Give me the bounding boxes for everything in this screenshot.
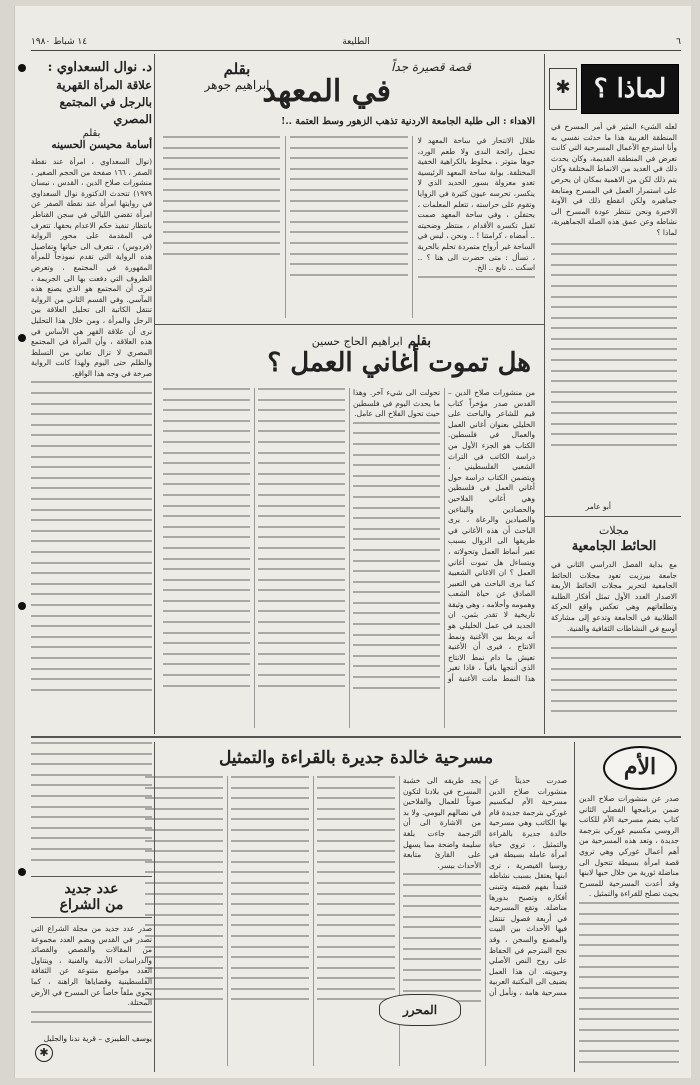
publication-name: الطليعة <box>342 37 370 47</box>
story-author: ابراهيم جوهر <box>204 78 270 92</box>
nawal-subtitle: علاقة المرأة القهرية بالرجل في المجتمع المصري <box>56 78 152 126</box>
nawal-body: (نوال السعداوي ، امرأة عند نقطة الصفر ، ١٦٦ صفحة من الحجم الصغير ، منشورات صلاح الدين ، القدس ، نيسان ١٩٧٩) تتحدث الدكتورة نوال السعداوي في روايتها امرأة عند نقطة الصفر عن امرأة تقضي الليالي في سجن القناطر بانتظار تنفيذ حكم الاعدام بحقها. تتعرف في المقدمة على محور الرواية (فردوس) ، نتعرف الى حياتها وتفاصيل هذه الرواية التي تقدم نموذجاً للمرأة المقهورة في المجتمع ، وتعرض الظروف التي دفعت بها الى الجريمة ، لنرى أن المجتمع هو الذي يصنع هذه المآسي. وفي القسم الثاني من الرواية تنتقل الكاتبة الى تحليل العلاقة بين الرجل والمرأة ، ومن خلال هذا التحليل نرى أن علاقة القهر هي الأساس في هذه العلاقة ، وأن المرأة في المجتمع المصري لا تزال تعاني من التسلط والظلم حتى اليوم ولهذا كانت الرواية صرخة في وجه هذا الواقع. <box>31 157 152 717</box>
songs-author: ابراهيم الحاج حسين <box>311 335 403 348</box>
songs-title: هل تموت أغاني العمل ؟ <box>267 348 531 378</box>
page-number: ٦ <box>676 37 681 47</box>
story-byline-label: بقلم <box>223 60 251 78</box>
songs-body: من منشورات صلاح الدين – القدس صدر مؤخراً كتاب قيم للشاعر والباحث على الخليلي بعنوان أغاني العمل والعمال في فلسطين. الكتاب هو الجزء الأول من دراسة الكاتب في التراث الشعبي الفلسطيني ، ويتضمن الكتاب دراسة حول أغاني العمل في فلسطين وهي أغاني الفلاحين والحصادين والبناءين والصيادين والرعاة ، يرى الباحث أن هذه الأغاني في طريقها الى الزوال بسبب تغير أنماط العمل وتحولاته ، ويتساءل هل تموت أغاني العمل ؟ ان الاغاني الشعبية كما يرى الباحث هي التعبير الصادق عن حياة الشعب وهمومه وأحلامه ، وهي وثيقة تاريخية لا تقدر بثمن. ان الجديد في عمل الخليلي هو أنه يربط بين الأغنية ونمط الانتاج ، فيرى أن الأغنية تعيش ما دام نمط الانتاج الذي أنتجها باقياً ، فاذا تغير هذا النمط ماتت الأغنية أو تحولت الى شيء آخر. وهذا ما يحدث اليوم في فلسطين حيث تحول الفلاح الى عامل. <box>163 388 535 728</box>
wall-title: الحائط الجامعية <box>571 539 657 554</box>
nawal-byline-label: بقلم <box>82 128 101 139</box>
column-divider <box>154 54 155 734</box>
section-divider <box>154 324 545 325</box>
star-ornament-icon: ✱ <box>35 1044 53 1062</box>
masrahiya-signature: المحرر <box>379 994 461 1026</box>
masrahiya-article <box>141 742 571 1072</box>
wall-kicker: مجلات <box>599 524 629 537</box>
newspaper-page <box>14 6 691 1078</box>
new-issue-signature: يوسف الطيبزي – قرية ندنا والجليل <box>43 1034 152 1043</box>
matha-signature: أبو عامر <box>585 502 611 511</box>
matha-article <box>547 54 681 514</box>
masrahiya-body: صدرت حديثاً عن منشورات صلاح الدين مسرحية الأم لمكسيم غوركي بترجمة جديدة قام بها الكاتب وهي مسرحية خالدة جديرة بالقراءة والتمثيل ، تروي حياة امرأة عاملة بسيطة في روسيا القيصرية ، ترى ابنها يعتقل بسبب نشاطه فتبدأ بفهم قضيته وتتبنى أفكاره وتصبح بدورها مناضلة. وتقع المسرحية في أربعة فصول تنتقل فيها الأحداث بين البيت والمصنع والسجن ، وقد نجح المترجم في الحفاظ على روح النص الأصلي وحيويته. ان هذا العمل يضيف الى المكتبة العربية مسرحية هامة ، ونأمل أن يجد طريقه الى خشبة المسرح في بلادنا لتكون صوتاً للعمال والفلاحين في نضالهم اليومي. ولا بد من الاشارة الى أن الترجمة جاءت بلغة سليمة واضحة مما يسهل على القارئ متابعة الأحداث بيسر. <box>145 776 567 1066</box>
section-divider <box>545 516 681 517</box>
decorative-box: ✱ <box>549 68 577 110</box>
matha-body: لعله الشيء المثير في أمر المسرح في المنطقة الغربية هذا ما حدثت نفسي به وأنا استرجع الأعمال المسرحية التي كانت تعرض في المنطقة القديمة، وكان يحدث ذلك في العديد من الانماط المختلفة وكان يتم ذلك لكن من الاهمية بمكان ان يحرص على استمرار العمل في المسرح ومتابعة جماهيره ولكن انقطع ذلك في الآونة الاخيرة ونحن ننتظر عودة المسرح الى نشاطه وعن عمق هذه الصلة الجماهيرية، لماذا ؟ <box>551 122 677 490</box>
new-issue-intro <box>31 742 152 872</box>
issue-date: ١٤ شباط ١٩٨٠ <box>31 37 88 47</box>
story-dedication: الاهداء : الى طلبة الجامعة الاردنية تذهب الزهور وسط العتمة ..! <box>281 116 535 127</box>
story-kicker: قصة قصيرة جداً <box>391 60 471 74</box>
wall-magazines-article <box>547 524 681 732</box>
songs-byline-label: بقلم <box>407 334 431 349</box>
nawal-title: د. نوال السعداوي : <box>47 60 152 75</box>
story-body: طلال الانتحار في ساحة المعهد لا تحمل رائحة الندى ولا طعم الورد، جوها متوتر ، مخلوط بالكراهية الخفية المختلفة. بوابة ساحة المعهد الرئيسية تغدو معزولة بسور الحديد الذي لا ينكسر، تحرسه عيون كثيرة في الزوايا وتقوم على حراسته ، تتعلم المعلمات ، يحتفلن ، وفي ساحة المعهد صمت ثقيل تكسره الأقدام ، منتظر وضحيته .. أمضاه ، كرامتنا ! .. ونحن ، ليس في الساحة غير أرواح متمردة تحلم بالحرية ، تسأل : متى حضرت الى هنا ؟ .. اسكت .. تابع .. الخ. <box>163 136 535 318</box>
new-issue-article <box>31 742 152 1072</box>
masrahiya-title: مسرحية خالدة جديرة بالقراءة والتمثيل <box>218 748 494 768</box>
new-issue-body: صدر عدد جديد من مجلة الشراع التي تصدر في القدس ويضم العدد مجموعة من المقالات والقصص والقصائد والدراسات الأدبية والفنية ، ويتناول العدد مواضيع متنوعة عن الثقافة الفلسطينية وقضاياها الراهنة ، كما يحوي ملفاً خاصاً عن المسرح في الأرض المحتلة. <box>31 924 152 1028</box>
wall-body: مع بداية الفصل الدراسي الثاني في جامعة بيرزيت تعود مجلات الحائط الجامعية لتحرير مجلات الحائط الأربعة الاصدار العدد الأول تمثل أفكار الطلبة وتطلعاتهم وهي تعكس واقع الحركة الطلابية في الجامعة وتدعو إلى مشاركة أوسع في النشاطات الثقافية والفنية. <box>547 560 681 720</box>
story-byline <box>177 60 297 92</box>
umm-body: صدر عن منشورات صلاح الدين ضمن برنامجها الفصلي الثاني كتاب يضم مسرحية الأم للكاتب الروسي مكسيم غوركي بترجمة جديدة ، وتعد هذه المسرحية من أهم أعمال غوركي وهي تروي قصة امرأة بسيطة تتحول الى مناضلة ثورية من خلال حبها لابنها وقد أعدت المسرحية للمسرح بحيث تصلح للقراءة والتمثيل . <box>579 794 679 1070</box>
page-header <box>31 36 681 51</box>
new-issue-heading <box>31 876 152 918</box>
songs-byline <box>312 330 431 349</box>
matha-badge: لماذا ؟ <box>581 64 679 114</box>
umm-article <box>577 742 681 1072</box>
column-divider <box>154 742 155 1072</box>
work-songs-article <box>157 328 541 732</box>
nawal-article <box>31 54 152 734</box>
section-divider <box>31 736 681 738</box>
nawal-author: أسامة محيسن الحسينه <box>51 139 152 151</box>
new-issue-title-1: عدد جديد <box>64 881 119 897</box>
story-article <box>157 54 541 322</box>
story-title: في المعهد <box>262 74 391 109</box>
umm-badge: الأم <box>603 746 677 790</box>
column-divider <box>574 742 575 1072</box>
column-divider <box>544 54 545 734</box>
new-issue-title-2: من الشراع <box>59 897 124 913</box>
